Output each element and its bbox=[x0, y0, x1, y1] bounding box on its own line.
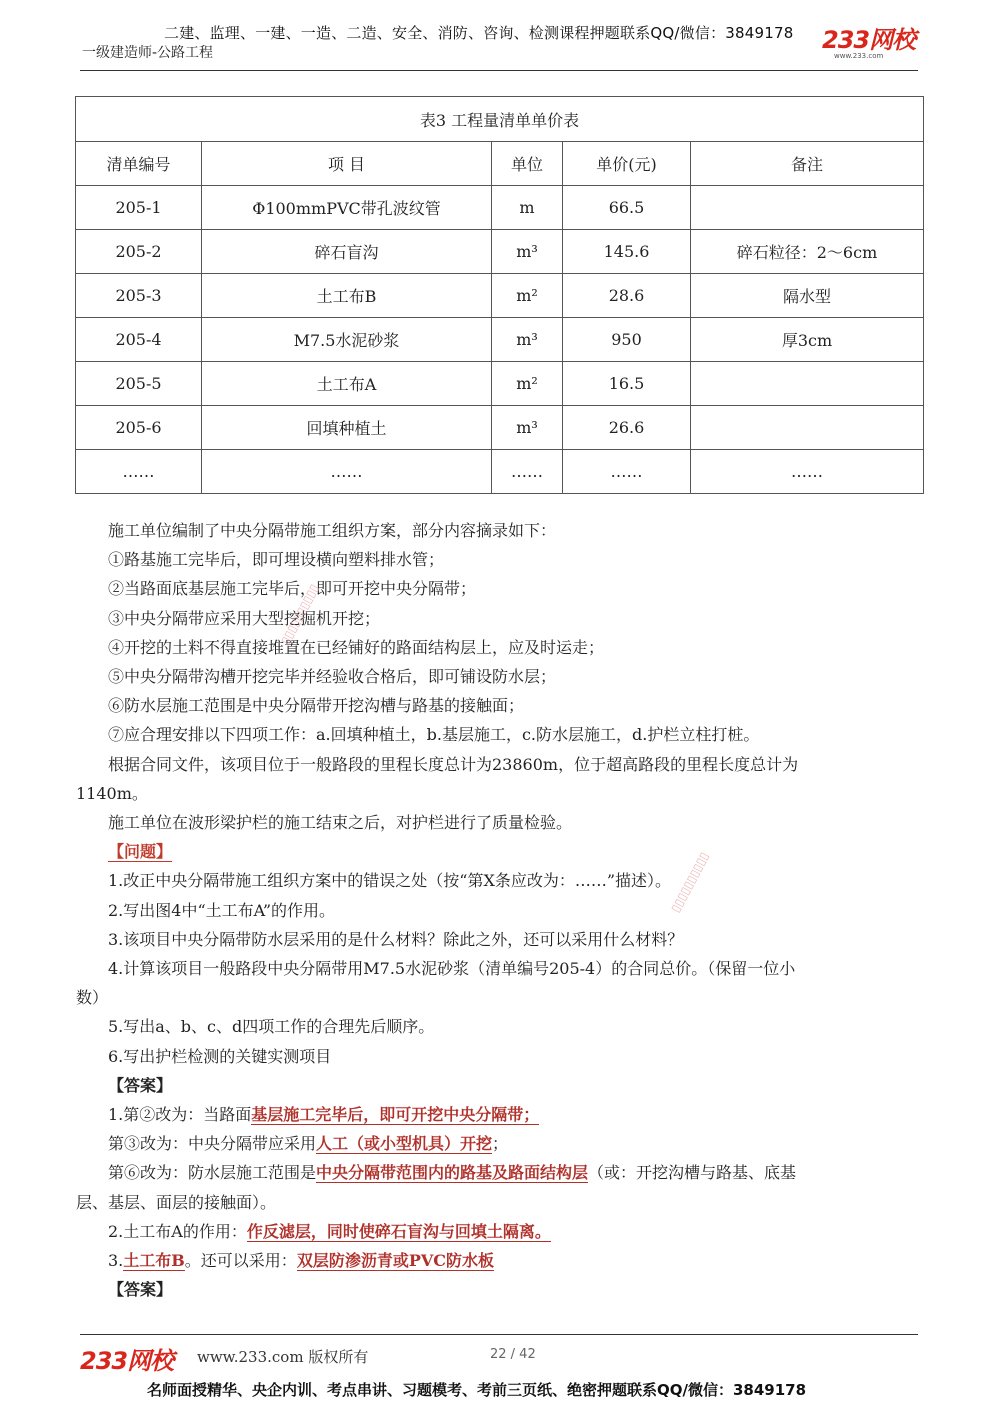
question-heading bbox=[76, 837, 922, 866]
table-row bbox=[76, 186, 924, 230]
footer-logo: 233网校 bbox=[80, 1347, 174, 1375]
page-number: 22 / 42 bbox=[490, 1347, 536, 1362]
column-header: 项 目 bbox=[202, 142, 492, 186]
price-table bbox=[75, 96, 924, 494]
table-cell: 205-6 bbox=[76, 406, 202, 450]
document-body bbox=[76, 516, 922, 1304]
header-divider bbox=[80, 70, 918, 71]
table-cell: 碎石盲沟 bbox=[202, 230, 492, 274]
table-cell: …… bbox=[691, 450, 924, 494]
table-cell: 205-3 bbox=[76, 274, 202, 318]
table-cell: 土工布B bbox=[202, 274, 492, 318]
table-cell: M7.5水泥砂浆 bbox=[202, 318, 492, 362]
answer-item bbox=[76, 1158, 922, 1187]
answer-heading bbox=[76, 1071, 922, 1100]
logo-url: www.233.com bbox=[834, 52, 884, 60]
column-header: 单位 bbox=[492, 142, 563, 186]
watermark: ▯▯▯▯▯▯▯▯▯▯ bbox=[668, 849, 712, 915]
answer-highlight: 土工布B bbox=[123, 1251, 185, 1271]
table-cell: 隔水型 bbox=[691, 274, 924, 318]
header-promo-text: 二建、监理、一建、一造、二造、安全、消防、咨询、检测课程押题联系QQ/微信：3849178 bbox=[164, 24, 794, 42]
table-cell: 土工布A bbox=[202, 362, 492, 406]
question-tag: 【问题】 bbox=[108, 842, 173, 862]
answer-highlight: 双层防渗沥青或PVC防水板 bbox=[296, 1251, 494, 1271]
answer-text: 2.土工布A的作用： bbox=[108, 1221, 247, 1241]
paragraph-contract-cont: 1140m。 bbox=[76, 783, 148, 803]
table-row bbox=[76, 406, 924, 450]
paragraph-inspection: 施工单位在波形梁护栏的施工结束之后，对护栏进行了质量检验。 bbox=[108, 813, 573, 833]
table-cell: 回填种植土 bbox=[202, 406, 492, 450]
answer-item bbox=[76, 1100, 922, 1129]
footer-copyright: www.233.com 版权所有 bbox=[197, 1348, 369, 1366]
table-cell: m² bbox=[492, 362, 563, 406]
plan-item: ④开挖的土料不得直接堆置在已经铺好的路面结构层上，应及时运走； bbox=[108, 637, 605, 657]
table-cell bbox=[691, 406, 924, 450]
plan-item: ⑥防水层施工范围是中央分隔带开挖沟槽与路基的接触面； bbox=[108, 696, 525, 716]
answer-highlight: 中央分隔带范围内的路基及路面结构层 bbox=[316, 1163, 589, 1183]
table-row bbox=[76, 274, 924, 318]
answer-item bbox=[76, 1246, 922, 1275]
answer-text: 3. bbox=[108, 1251, 124, 1271]
paragraph-contract: 根据合同文件，该项目位于一般路段的里程长度总计为23860m，位于超高路段的里程长度总计为 bbox=[108, 754, 799, 774]
answer-item bbox=[76, 1217, 922, 1246]
table-cell: 145.6 bbox=[563, 230, 691, 274]
table-cell: 28.6 bbox=[563, 274, 691, 318]
table-caption: 表3 工程量清单单价表 bbox=[76, 97, 924, 142]
table-cell: 205-4 bbox=[76, 318, 202, 362]
answer-highlight: 基层施工完毕后，即可开挖中央分隔带； bbox=[251, 1105, 540, 1125]
table-cell: …… bbox=[563, 450, 691, 494]
plan-item: ⑤中央分隔带沟槽开挖完毕并经验收合格后，即可铺设防水层； bbox=[108, 667, 557, 687]
table-cell: m bbox=[492, 186, 563, 230]
table-cell: 205-2 bbox=[76, 230, 202, 274]
column-header: 备注 bbox=[691, 142, 924, 186]
header-subtitle: 一级建造师-公路工程 bbox=[82, 45, 214, 61]
answer-heading-2 bbox=[76, 1275, 922, 1304]
column-header: 单价(元) bbox=[563, 142, 691, 186]
logo-text: 233网校 bbox=[822, 26, 916, 54]
table-cell: 碎石粒径：2～6cm bbox=[691, 230, 924, 274]
answer-tag: 【答案】 bbox=[108, 1075, 173, 1095]
table-cell: 16.5 bbox=[563, 362, 691, 406]
answer-highlight: 人工（或小型机具）开挖 bbox=[316, 1134, 493, 1154]
question-item: 5.写出a、b、c、d四项工作的合理先后顺序。 bbox=[108, 1017, 435, 1037]
table-cell bbox=[691, 362, 924, 406]
table-cell: 205-1 bbox=[76, 186, 202, 230]
table-header-row bbox=[76, 142, 924, 186]
table-row bbox=[76, 230, 924, 274]
table-caption-row bbox=[76, 97, 924, 142]
table-cell: m³ bbox=[492, 406, 563, 450]
answer-text: 1.第②改为：当路面 bbox=[108, 1105, 252, 1125]
question-item: 3.该项目中央分隔带防水层采用的是什么材料？除此之外，还可以采用什么材料？ bbox=[108, 929, 684, 949]
brand-logo bbox=[822, 28, 922, 64]
question-item: 4.计算该项目一般路段中央分隔带用M7.5水泥砂浆（清单编号205-4）的合同总价。（保留一位小 bbox=[108, 959, 796, 979]
answer-item-cont: 层、基层、面层的接触面）。 bbox=[76, 1192, 277, 1212]
table-cell: 950 bbox=[563, 318, 691, 362]
column-header: 清单编号 bbox=[76, 142, 202, 186]
table-cell: 26.6 bbox=[563, 406, 691, 450]
answer-text: ； bbox=[492, 1134, 509, 1154]
table-row bbox=[76, 450, 924, 494]
question-item-cont: 数） bbox=[76, 988, 109, 1008]
table-cell: …… bbox=[492, 450, 563, 494]
table-row bbox=[76, 362, 924, 406]
table-cell: 205-5 bbox=[76, 362, 202, 406]
plan-item: ②当路面底基层施工完毕后，即可开挖中央分隔带； bbox=[108, 579, 477, 599]
answer-text: 。还可以采用： bbox=[184, 1251, 297, 1271]
plan-item: ①路基施工完毕后，即可埋设横向塑料排水管； bbox=[108, 550, 445, 570]
table-cell: …… bbox=[202, 450, 492, 494]
table-cell: …… bbox=[76, 450, 202, 494]
answer-text: 第③改为：中央分隔带应采用 bbox=[108, 1134, 317, 1154]
watermark: ▯▯▯▯▯▯▯▯▯▯ bbox=[278, 581, 322, 647]
answer-tag: 【答案】 bbox=[108, 1280, 173, 1300]
answer-item bbox=[76, 1129, 922, 1158]
table-cell: m² bbox=[492, 274, 563, 318]
footer-divider bbox=[80, 1334, 918, 1335]
answer-text: （或：开挖沟槽与路基、底基 bbox=[588, 1163, 797, 1183]
plan-item: ③中央分隔带应采用大型挖掘机开挖； bbox=[108, 608, 381, 628]
table-cell: m³ bbox=[492, 318, 563, 362]
table-row bbox=[76, 318, 924, 362]
answer-highlight: 作反滤层，同时使碎石盲沟与回填土隔离。 bbox=[246, 1221, 551, 1241]
question-item: 6.写出护栏检测的关键实测项目 bbox=[108, 1046, 332, 1066]
footer-promo-text: 名师面授精华、央企内训、考点串讲、习题模考、考前三页纸、绝密押题联系QQ/微信：3849178 bbox=[147, 1381, 807, 1399]
answer-text: 第⑥改为：防水层施工范围是 bbox=[108, 1163, 317, 1183]
question-item: 1.改正中央分隔带施工组织方案中的错误之处（按“第X条应改为：……”描述）。 bbox=[108, 871, 672, 891]
plan-item: ⑦应合理安排以下四项工作：a.回填种植土，b.基层施工，c.防水层施工，d.护栏立柱打桩。 bbox=[108, 725, 760, 745]
paragraph-intro: 施工单位编制了中央分隔带施工组织方案，部分内容摘录如下： bbox=[108, 521, 557, 540]
table-cell: m³ bbox=[492, 230, 563, 274]
table-cell: 66.5 bbox=[563, 186, 691, 230]
table-cell bbox=[691, 186, 924, 230]
table-cell: Φ100mmPVC带孔波纹管 bbox=[202, 186, 492, 230]
table-cell: 厚3cm bbox=[691, 318, 924, 362]
question-item: 2.写出图4中“土工布A”的作用。 bbox=[108, 900, 336, 920]
